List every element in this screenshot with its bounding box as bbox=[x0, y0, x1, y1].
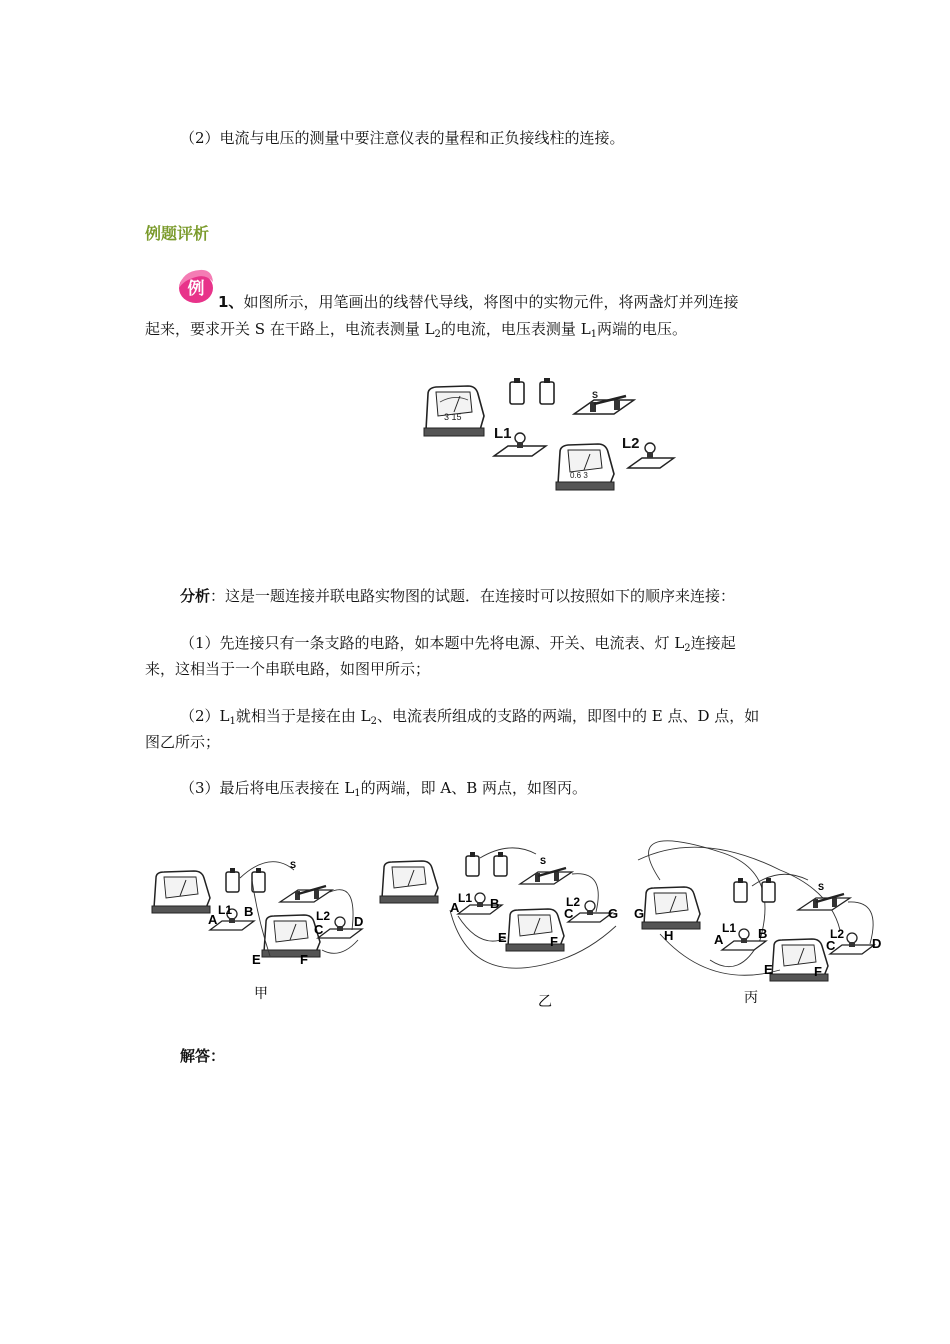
bing-label-g: G bbox=[634, 906, 645, 921]
bing-label-b: B bbox=[758, 926, 768, 941]
jia-label-l2: L2 bbox=[316, 909, 331, 923]
switch-label: S bbox=[592, 390, 599, 400]
analysis-text: ：这是一题连接并联电路实物图的试题．在连接时可以按照如下的顺序来连接： bbox=[210, 587, 736, 605]
jia-label-e: E bbox=[252, 952, 261, 967]
step-1-text-b: 连接起 bbox=[690, 634, 736, 652]
example-text-2c: 两端的电压。 bbox=[597, 320, 688, 338]
step-2-sub-1: 1 bbox=[229, 716, 236, 727]
voltmeter-scale: 3 15 bbox=[444, 412, 462, 422]
step-1-line-2: 来，这相当于一个串联电路，如图甲所示； bbox=[145, 660, 431, 678]
section-heading: 例题评析 bbox=[145, 224, 210, 243]
bing-label-d: D bbox=[872, 936, 882, 951]
figure-jia bbox=[152, 860, 363, 1001]
yi-label-e: E bbox=[498, 930, 507, 945]
bing-label-s: S bbox=[818, 882, 825, 892]
yi-label-l1: L1 bbox=[458, 891, 473, 905]
step-1-sub: 2 bbox=[684, 643, 691, 654]
jia-label-f: F bbox=[300, 952, 308, 967]
step-3-sub: 1 bbox=[354, 788, 361, 799]
jia-label-l1: L1 bbox=[218, 903, 233, 917]
jia-label-b: B bbox=[244, 904, 254, 919]
example-line-1 bbox=[218, 291, 738, 313]
example-text-1: 如图所示，用笔画出的线替代导线，将图中的实物元件，将两盏灯并列连接 bbox=[243, 293, 739, 311]
example-text-2a: 起来，要求开关 S 在干路上，电流表测量 L bbox=[145, 320, 435, 338]
step-3-text-b: 的两端，即 A、B 两点，如图丙。 bbox=[360, 779, 588, 797]
step-1-line-1 bbox=[180, 632, 736, 654]
battery-2 bbox=[540, 378, 554, 404]
bing-label-f: F bbox=[814, 964, 822, 979]
example-text-2b: 的电流，电压表测量 L bbox=[440, 320, 591, 338]
components-figure bbox=[418, 372, 676, 500]
switch-drawing bbox=[574, 390, 634, 414]
lamp-l1-drawing bbox=[494, 425, 546, 456]
lamp-l2-drawing bbox=[622, 435, 674, 468]
example-badge-text: 例 bbox=[187, 279, 205, 298]
voltmeter-drawing bbox=[424, 386, 484, 436]
bing-label-l1: L1 bbox=[722, 921, 737, 935]
bing-label-l2: L2 bbox=[830, 927, 845, 941]
example-number: 1、 bbox=[218, 293, 244, 311]
lamp-l2-label: L2 bbox=[622, 435, 640, 452]
lamp-l1-label: L1 bbox=[494, 425, 512, 442]
yi-label-a: A bbox=[450, 900, 460, 915]
sub-2: 2 bbox=[434, 329, 441, 340]
analysis-label: 分析 bbox=[180, 587, 211, 605]
yi-label-l2: L2 bbox=[566, 895, 581, 909]
answer-label: 解答： bbox=[180, 1047, 226, 1065]
step-1-text-a: （1）先连接只有一条支路的电路，如本题中先将电源、开关、电流表、灯 L bbox=[180, 634, 685, 652]
step-3-line bbox=[180, 777, 587, 799]
yi-label-g: G bbox=[608, 906, 619, 921]
step-2-text-b: 就相当于是接在由 L bbox=[235, 707, 371, 725]
step-2-text-a: （2）L bbox=[180, 707, 230, 725]
battery-1 bbox=[510, 378, 524, 404]
caption-jia: 甲 bbox=[254, 985, 268, 1001]
note-2: （2）电流与电压的测量中要注意仪表的量程和正负接线柱的连接。 bbox=[180, 129, 625, 147]
jia-label-s: S bbox=[290, 860, 297, 870]
figure-bing bbox=[634, 841, 881, 1005]
step-2-text-c: 、电流表所组成的支路的两端，即图中的 E 点、D 点，如 bbox=[377, 707, 760, 725]
jia-label-d: D bbox=[354, 914, 364, 929]
example-line-2 bbox=[145, 318, 687, 340]
figure-yi bbox=[380, 848, 618, 1009]
bing-label-a: A bbox=[714, 932, 724, 947]
ammeter-drawing bbox=[556, 444, 614, 490]
bing-label-e: E bbox=[764, 962, 773, 977]
jia-label-a: A bbox=[208, 912, 218, 927]
circuit-figures bbox=[140, 840, 900, 1015]
bing-label-h: H bbox=[664, 928, 674, 943]
yi-label-b: B bbox=[490, 896, 500, 911]
caption-yi: 乙 bbox=[538, 993, 552, 1009]
yi-label-f: F bbox=[550, 934, 558, 949]
step-2-line-1 bbox=[180, 705, 759, 727]
caption-bing: 丙 bbox=[744, 989, 758, 1005]
jia-label-c: C bbox=[314, 922, 324, 937]
step-2-sub-2: 2 bbox=[370, 716, 377, 727]
yi-label-s: S bbox=[540, 856, 547, 866]
sub-1: 1 bbox=[590, 329, 598, 340]
ammeter-scale: 0.6 3 bbox=[570, 471, 588, 480]
step-3-text-a: （3）最后将电压表接在 L bbox=[180, 779, 355, 797]
bing-label-c: C bbox=[826, 938, 836, 953]
yi-label-c: C bbox=[564, 906, 574, 921]
step-2-line-2: 图乙所示； bbox=[145, 733, 221, 751]
analysis-line bbox=[180, 585, 735, 607]
example-badge bbox=[176, 265, 216, 305]
